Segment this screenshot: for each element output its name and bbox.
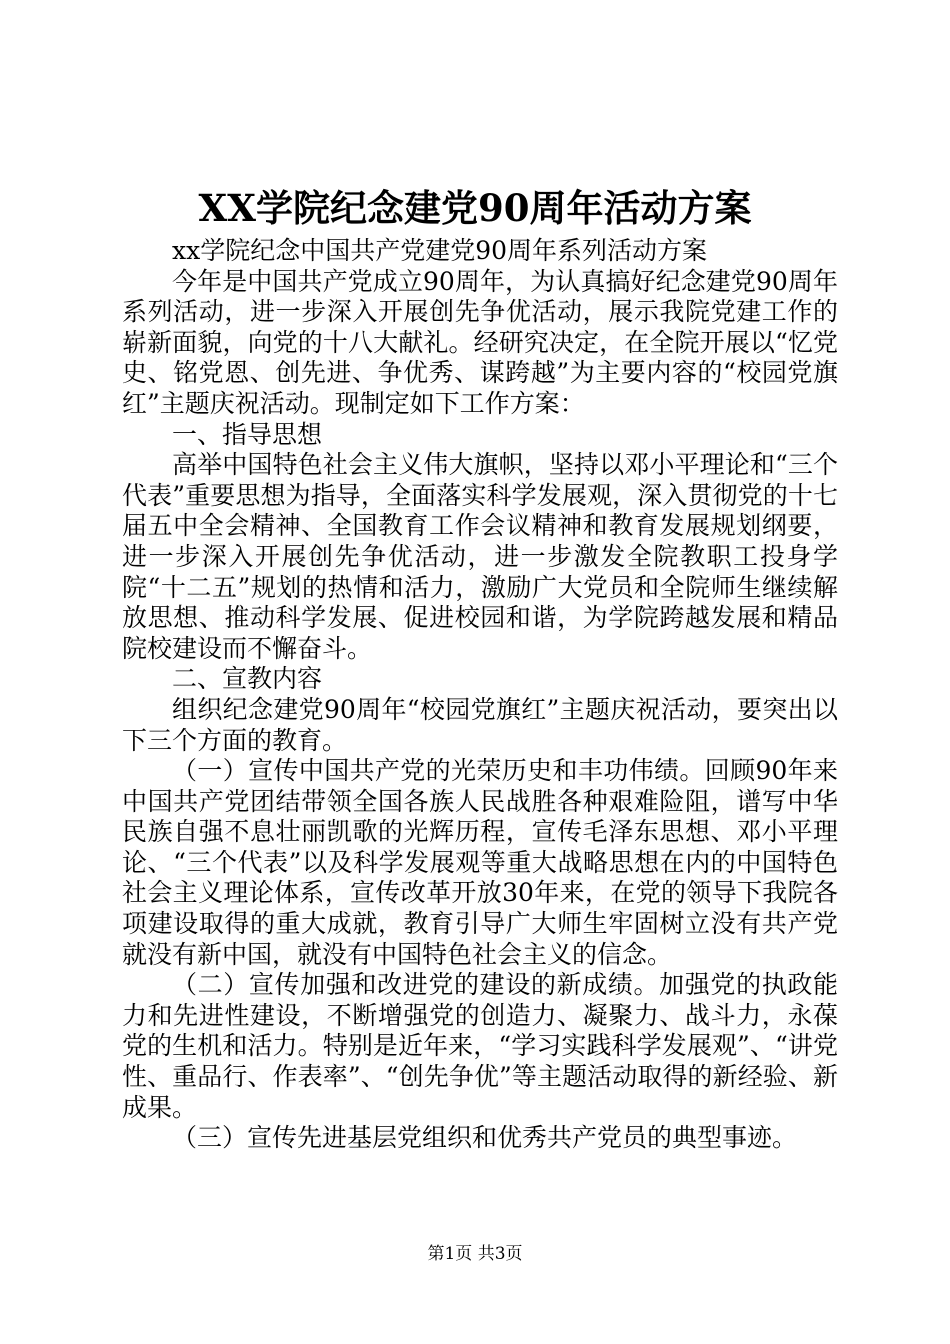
section-heading-education-content: 二、宣教内容 <box>172 664 323 694</box>
section-heading-guiding-ideology: 一、指导思想 <box>172 419 323 449</box>
document-subtitle: xx学院纪念中国共产党建党90周年系列活动方案 <box>172 236 708 265</box>
paragraph-item-two: （二）宣传加强和改进党的建设的新成绩。加强党的执政能力和先进性建设，不断增强党的创造力、凝聚力、战斗力，永葆党的生机和活力。特别是近年来，“学习实践科学发展观”、“讲党性、重品行、作表率”、“创先争优”等主题活动取得的新经验、新成果。 <box>122 970 838 1122</box>
page-number-footer: 第1页 共3页 <box>427 1244 523 1264</box>
document-body <box>122 236 838 1154</box>
paragraph-intro: 今年是中国共产党成立90周年，为认真搞好纪念建党90周年系列活动，进一步深入开展创先争优活动，展示我院党建工作的崭新面貌，向党的十八大献礼。经研究决定，在全院开展以“忆党史、铭党恩、创先进、争优秀、谋跨越”为主要内容的“校园党旗红”主题庆祝活动。现制定如下工作方案： <box>122 266 838 418</box>
document-title: XX学院纪念建党90周年活动方案 <box>198 186 752 230</box>
paragraph-guiding-ideology: 高举中国特色社会主义伟大旗帜，坚持以邓小平理论和“三个代表”重要思想为指导，全面落实科学发展观，深入贯彻党的十七届五中全会精神、全国教育工作会议精神和教育发展规划纲要，进一步深入开展创先争优活动，进一步激发全院教职工投身学院“十二五”规划的热情和活力，激励广大党员和全院师生继续解放思想、推动科学发展、促进校园和谐，为学院跨越发展和精品院校建设而不懈奋斗。 <box>122 450 838 663</box>
paragraph-item-three: （三）宣传先进基层党组织和优秀共产党员的典型事迹。 <box>172 1123 798 1153</box>
paragraph-item-one: （一）宣传中国共产党的光荣历史和丰功伟绩。回顾90年来中国共产党团结带领全国各族人民战胜各种艰难险阻，谱写中华民族自强不息壮丽凯歌的光辉历程，宣传毛泽东思想、邓小平理论、“三个代表”以及科学发展观等重大战略思想在内的中国特色社会主义理论体系，宣传改革开放30年来，在党的领导下我院各项建设取得的重大成就，教育引导广大师生牢固树立没有共产党就没有新中国，就没有中国特色社会主义的信念。 <box>122 756 838 969</box>
paragraph-education-overview: 组织纪念建党90周年“校园党旗红”主题庆祝活动，要突出以下三个方面的教育。 <box>122 694 838 755</box>
